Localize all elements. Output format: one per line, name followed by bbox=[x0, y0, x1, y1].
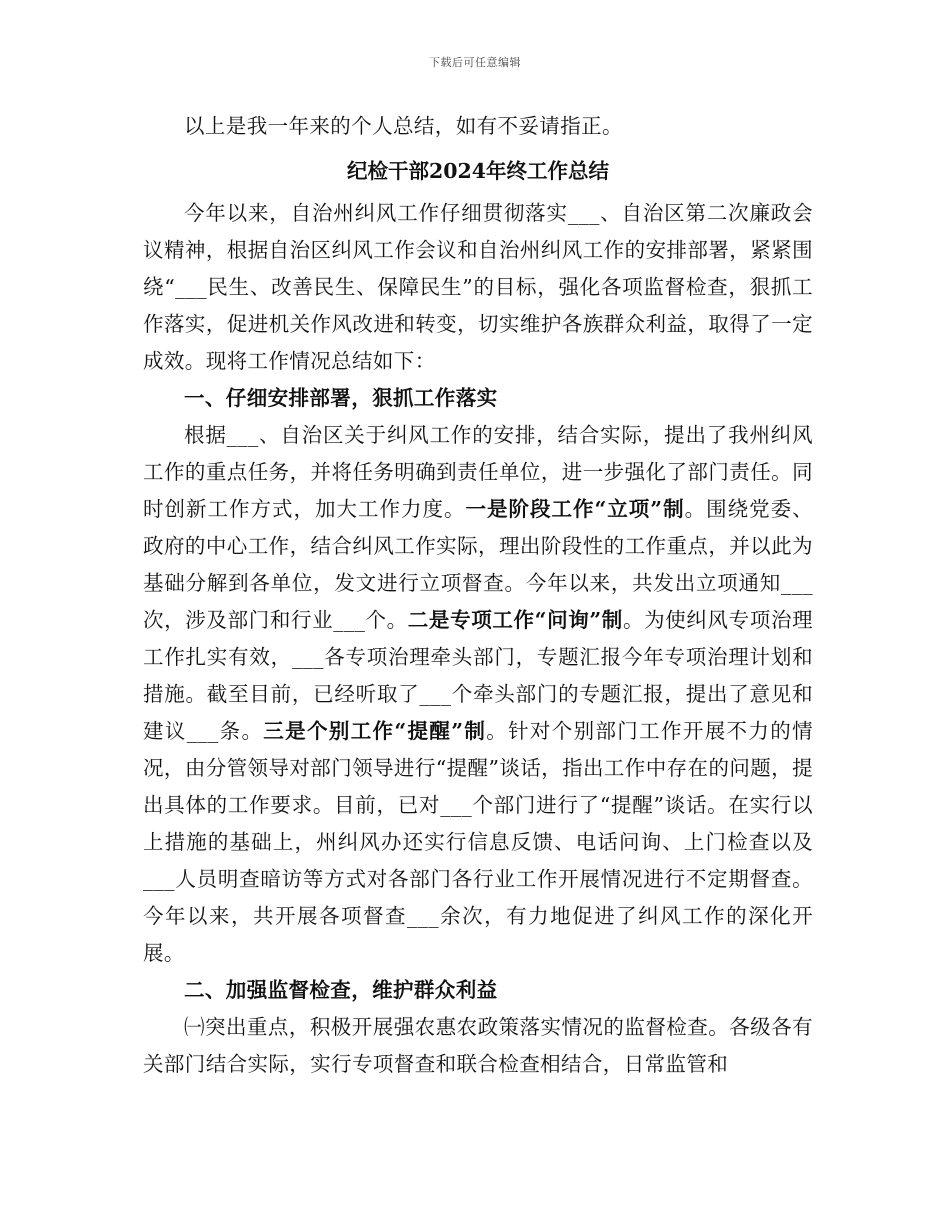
document-body bbox=[143, 108, 813, 1083]
intro-paragraph: 以上是我一年来的个人总结，如有不妥请指正。 bbox=[184, 114, 623, 138]
page-header: 下载后可任意编辑 bbox=[429, 56, 521, 69]
paragraph-2-text-1: 根据___、自治区关于纠风工作的安排，结合实际，提出了我州纠风工作的重点任务，并将任务明确到责任单位，进一步强化了部门责任。同时创新工作方式，加大工作力度。 bbox=[143, 423, 813, 521]
paragraph-2-text-2: 。围绕党委、政府的中心工作，结合纠风工作实际，理出阶段性的工作重点，并以此为基础分解到各单位，发文进行立项督查。今年以来，共发出立项通知___次，涉及部门和行业___个。 bbox=[143, 497, 814, 632]
paragraph-2-text-3: 。为使纠风专项治理工作扎实有效，___各专项治理牵头部门，专题汇报今年专项治理计划和措施。截至目前，已经听取了___个牵头部门的专题汇报，提出了意见和建议___条。 bbox=[143, 608, 814, 743]
section-heading-2: 二、加强监督检查，维护群众利益 bbox=[184, 978, 498, 1002]
paragraph-2-text-4: 。针对个别部门工作开展不力的情况，由分管领导对部门领导进行“提醒”谈话，指出工作中存在的问题，提出具体的工作要求。目前，已对___个部门进行了“提醒”谈话。在实行以上措施的基础上，州纠风办还实行信息反馈、电话问询、上门检查以及___人员明查暗访等方式对各部门各行业工作开展情况进行不定期督查。今年以来，共开展各项督查___余次，有力地促进了纠风工作的深化开展。 bbox=[143, 719, 813, 965]
paragraph-3: ㈠突出重点，积极开展强农惠农政策落实情况的监督检查。各级各有关部门结合实际，实行专项督查和联合检查相结合，日常监管和 bbox=[143, 1015, 813, 1076]
paragraph-1: 今年以来，自治州纠风工作仔细贯彻落实___、自治区第二次廉政会议精神，根据自治区纠风工作会议和自治州纠风工作的安排部署，紧紧围绕“___民生、改善民生、保障民生”的目标，强化各项监督检查，狠抓工作落实，促进机关作风改进和转变，切实维护各族群众利益，取得了一定成效。现将工作情况总结如下： bbox=[143, 201, 813, 373]
paragraph-2 bbox=[143, 417, 813, 972]
paragraph-2-bold-2: 二是专项工作“问询”制 bbox=[407, 608, 623, 632]
section-heading-1: 一、仔细安排部署，狠抓工作落实 bbox=[184, 386, 498, 410]
paragraph-2-bold-1: 一是阶段工作“立项”制 bbox=[465, 497, 685, 521]
paragraph-2-bold-3: 三是个别工作“提醒”制 bbox=[263, 719, 487, 743]
document-title: 纪检干部2024年终工作总结 bbox=[346, 159, 610, 183]
